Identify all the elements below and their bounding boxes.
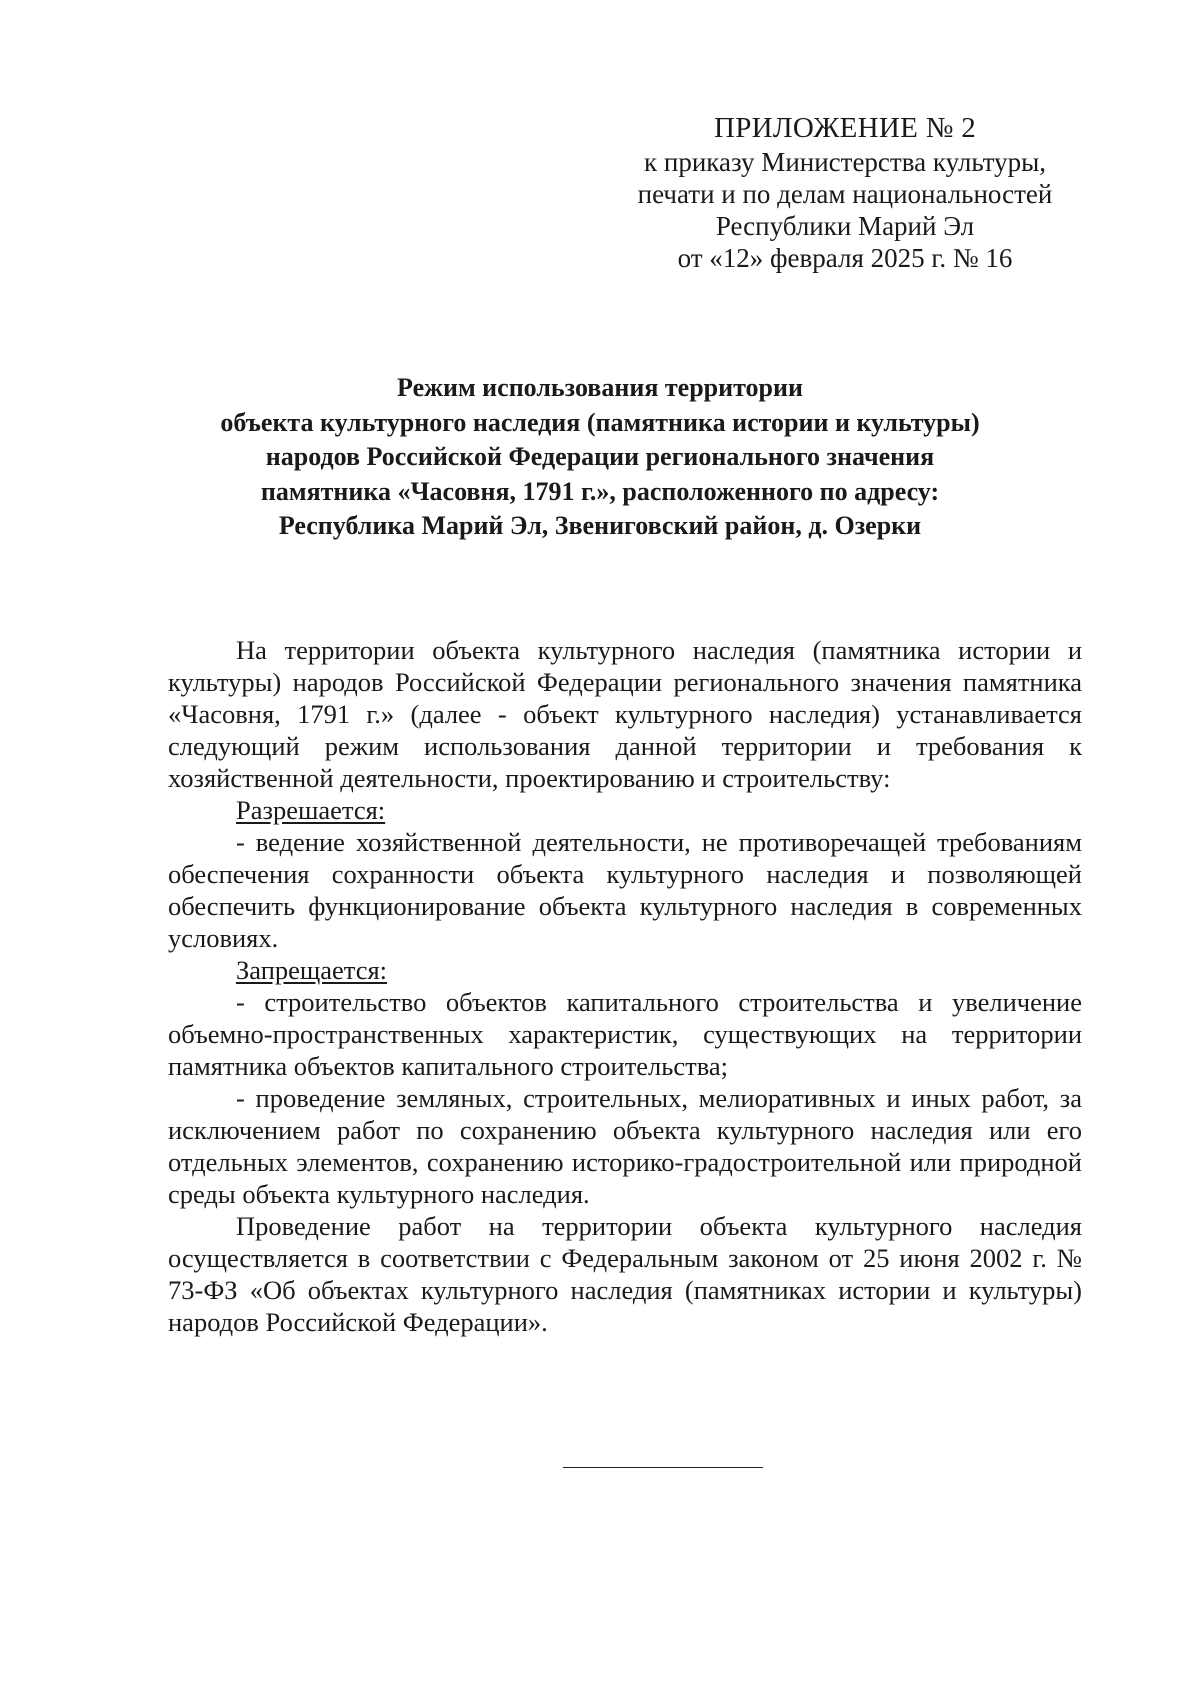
- heading-line: памятника «Часовня, 1791 г.», расположенного по адресу:: [260, 476, 940, 506]
- heading-line: объекта культурного наследия (памятника истории и культуры): [220, 407, 980, 437]
- heading-line: Режим использования территории: [397, 373, 803, 402]
- forbidden-label: Запрещается:: [236, 955, 388, 985]
- document-body: [168, 634, 1082, 1338]
- allowed-item: - ведение хозяйственной деятельности, не противоречащей требованиям обеспечения сохранности объекта культурного наследия и позволяющей обеспечить функционирование объекта культурного наследия в современных условиях.: [168, 827, 1082, 953]
- end-divider: [563, 1467, 763, 1468]
- appendix-line: к приказу Министерства культуры,: [644, 147, 1046, 177]
- closing-paragraph: Проведение работ на территории объекта культурного наследия осуществляется в соответствии с Федеральным законом от 25 июня 2002 г. № 73-ФЗ «Об объектах культурного наследия (памятниках истории и культуры) народов Российской Федерации».: [168, 1211, 1082, 1337]
- appendix-line: от «12» февраля 2025 г. № 16: [677, 243, 1013, 273]
- heading-line: народов Российской Федерации регионального значения: [265, 442, 935, 471]
- document-heading: [160, 371, 1040, 544]
- appendix-line: печати и по делам национальностей: [637, 179, 1053, 209]
- heading-line: Республика Марий Эл, Звениговский район, д. Озерки: [278, 511, 922, 540]
- forbidden-item: - проведение земляных, строительных, мелиоративных и иных работ, за исключением работ по сохранению объекта культурного наследия или его отдельных элементов, сохранению историко-градостроительной или природной среды объекта культурного наследия.: [168, 1083, 1082, 1209]
- intro-paragraph: На территории объекта культурного наследия (памятника истории и культуры) народов Российской Федерации регионального значения памятника «Часовня, 1791 г.» (далее - объект культурного наследия) устанавливается следующий режим использования данной территории и требования к хозяйственной деятельности, проектированию и строительству:: [168, 635, 1082, 793]
- allowed-label: Разрешается:: [236, 795, 386, 825]
- appendix-title: ПРИЛОЖЕНИЕ № 2: [713, 112, 977, 144]
- appendix-line: Республики Марий Эл: [715, 211, 975, 241]
- forbidden-item: - строительство объектов капитального строительства и увеличение объемно-пространственных характеристик, существующих на территории памятника объектов капитального строительства;: [168, 987, 1082, 1081]
- appendix-block: [600, 112, 1090, 274]
